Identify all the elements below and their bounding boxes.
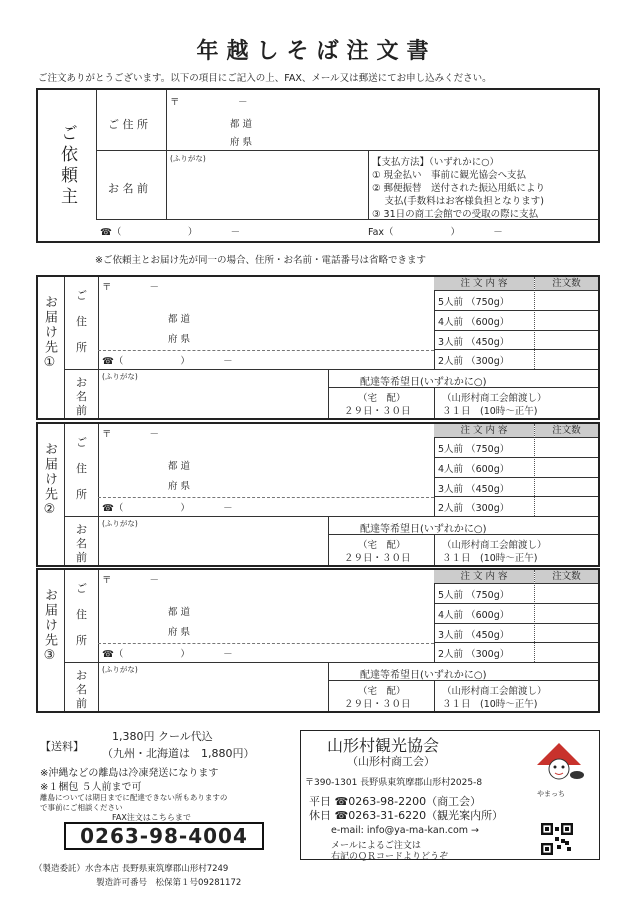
name-char: お bbox=[76, 523, 87, 536]
order-item: 2人前 （300g） bbox=[438, 356, 510, 368]
postal-dash: － bbox=[238, 97, 248, 108]
shipping-line5: 離島については期日までに配達できない所もありますの bbox=[40, 793, 228, 802]
postal-field[interactable]: 〒 － bbox=[102, 282, 160, 293]
qty-header: 注文数 bbox=[552, 278, 581, 289]
date-option-home-days[interactable]: ２９日・３０日 bbox=[344, 699, 411, 710]
name-char: 前 bbox=[76, 551, 87, 564]
delivery-block-3 bbox=[36, 568, 600, 713]
date-option-pickup-day[interactable]: ３１日 (10時～正午) bbox=[442, 699, 538, 710]
postal-field[interactable]: 〒 － bbox=[102, 429, 160, 440]
date-title: 配達等希望日(いずれかに○) bbox=[360, 524, 487, 535]
qty-input[interactable] bbox=[535, 496, 598, 515]
email-note-2: 右記のＱＲコードよりどうぞ bbox=[331, 852, 449, 862]
tel-field[interactable]: ☎（ ） － bbox=[100, 227, 241, 238]
order-item: 4人前 （600g） bbox=[438, 463, 510, 475]
date-option-home[interactable]: （宅 配） bbox=[358, 540, 406, 551]
order-item: 2人前 （300g） bbox=[438, 503, 510, 515]
address-char: 住 bbox=[76, 315, 87, 328]
fax-field[interactable]: Fax（ ） － bbox=[368, 227, 503, 238]
shipping-line1: 1,380円 クール代込 bbox=[112, 730, 213, 743]
maker-line1: （製造委託）水舎本店 長野県東筑摩郡山形村7249 bbox=[34, 864, 229, 874]
qty-input[interactable] bbox=[535, 603, 598, 622]
payment-title: 【支払方法】（いずれかに○） bbox=[372, 157, 500, 168]
order-header: 注 文 内 容 bbox=[460, 571, 508, 582]
shipping-line6: で事前にご相談ください bbox=[40, 803, 123, 812]
fax-note: FAX注文はこちらまで bbox=[112, 813, 191, 822]
email-line[interactable]: e-mail: info@ya-ma-kan.com → bbox=[331, 825, 480, 836]
date-option-pickup[interactable]: （山形村商工会館渡し） bbox=[442, 540, 547, 551]
fax-number: 0263-98-4004 bbox=[64, 822, 264, 850]
furigana-label: (ふりがな) bbox=[102, 519, 138, 528]
address-field[interactable]: 都 道 bbox=[168, 461, 191, 472]
order-header: 注 文 内 容 bbox=[460, 425, 508, 436]
qty-input[interactable] bbox=[535, 330, 598, 349]
delivery-heading: お届け先① bbox=[42, 295, 57, 372]
address-field-2[interactable]: 府 県 bbox=[168, 627, 191, 638]
address-field-2[interactable]: 府 県 bbox=[168, 481, 191, 492]
name-char: 前 bbox=[76, 697, 87, 710]
address-field[interactable]: 都 道 bbox=[168, 314, 191, 325]
qty-input[interactable] bbox=[535, 477, 598, 496]
qty-input[interactable] bbox=[535, 310, 598, 329]
address-char: 所 bbox=[76, 341, 87, 354]
association-sub: （山形村商工会） bbox=[347, 755, 435, 768]
order-item: 4人前 （600g） bbox=[438, 609, 510, 621]
qty-input[interactable] bbox=[535, 349, 598, 368]
shipping-line2: （九州・北海道は 1,880円） bbox=[102, 747, 255, 760]
address-char: 所 bbox=[76, 634, 87, 647]
address-field-2[interactable]: 府 県 bbox=[168, 334, 191, 345]
address-char: ご bbox=[76, 289, 87, 302]
delivery-block-1 bbox=[36, 275, 600, 420]
delivery-heading: お届け先③ bbox=[42, 588, 57, 665]
date-option-pickup[interactable]: （山形村商工会館渡し） bbox=[442, 393, 547, 404]
requester-block bbox=[36, 88, 600, 243]
date-option-home[interactable]: （宅 配） bbox=[358, 686, 406, 697]
payment-option-2[interactable]: ② 郵便振替 送付された振込用紙により bbox=[372, 183, 546, 194]
address-label: ご 住 所 bbox=[108, 118, 148, 131]
association-address: 〒390-1301 長野県東筑摩郡山形村2025-8 bbox=[305, 778, 483, 788]
date-title: 配達等希望日(いずれかに○) bbox=[360, 377, 487, 388]
address-char: ご bbox=[76, 436, 87, 449]
order-item: 5人前 （750g） bbox=[438, 297, 510, 308]
date-option-home[interactable]: （宅 配） bbox=[358, 393, 406, 404]
name-char: 前 bbox=[76, 404, 87, 417]
tel-field[interactable]: ☎（ ） － bbox=[102, 503, 233, 514]
address-char: ご bbox=[76, 582, 87, 595]
intro-text: ご注文ありがとうございます。以下の項目にご記入の上、FAX、メール又は郵送にてお申し込みください。 bbox=[38, 73, 492, 84]
address-field[interactable]: 都 道 bbox=[230, 119, 253, 130]
payment-option-3[interactable]: ③ 31日の商工会館での受取の際に支払 bbox=[372, 209, 539, 220]
delivery-heading: お届け先② bbox=[42, 442, 57, 519]
omit-note: ※ご依頼主とお届け先が同一の場合、住所・お名前・電話番号は省略できます bbox=[95, 255, 426, 266]
order-item: 4人前 （600g） bbox=[438, 316, 510, 328]
furigana-label: (ふりがな) bbox=[170, 154, 206, 163]
requester-heading: ご依頼主 bbox=[57, 124, 77, 208]
order-item: 2人前 （300g） bbox=[438, 649, 510, 661]
payment-option-2-note: 支払(手数料はお客様負担となります) bbox=[372, 196, 544, 207]
order-item: 5人前 （750g） bbox=[438, 590, 510, 601]
order-item: 3人前 （450g） bbox=[438, 629, 510, 641]
date-title: 配達等希望日(いずれかに○) bbox=[360, 670, 487, 681]
tel-field[interactable]: ☎（ ） － bbox=[102, 649, 233, 660]
date-option-pickup-day[interactable]: ３１日 (10時～正午) bbox=[442, 553, 538, 564]
maker-line2: 製造許可番号 松保第１号09281172 bbox=[96, 878, 242, 888]
tel-field[interactable]: ☎（ ） － bbox=[102, 356, 233, 367]
name-char: 名 bbox=[76, 390, 87, 403]
furigana-label: (ふりがな) bbox=[102, 372, 138, 381]
date-option-home-days[interactable]: ２９日・３０日 bbox=[344, 406, 411, 417]
qty-header: 注文数 bbox=[552, 571, 581, 582]
order-item: 5人前 （750g） bbox=[438, 444, 510, 455]
order-item: 3人前 （450g） bbox=[438, 483, 510, 495]
postal-field[interactable]: 〒 － bbox=[102, 575, 160, 586]
shipping-line3: ※沖縄などの離島は冷凍発送になります bbox=[40, 768, 219, 779]
qty-input[interactable] bbox=[535, 642, 598, 661]
date-option-home-days[interactable]: ２９日・３０日 bbox=[344, 553, 411, 564]
association-name: 山形村観光協会 bbox=[327, 736, 440, 755]
qr-code-icon[interactable] bbox=[541, 823, 573, 855]
postal-mark: 〒 bbox=[170, 97, 180, 108]
qty-input[interactable] bbox=[535, 457, 598, 476]
qty-input[interactable] bbox=[535, 290, 598, 309]
name-char: 名 bbox=[76, 683, 87, 696]
mascot-icon bbox=[529, 737, 589, 787]
order-header: 注 文 内 容 bbox=[460, 278, 508, 289]
shipping-line4: ※１梱包 ５人前まで可 bbox=[40, 782, 142, 793]
address-char: 住 bbox=[76, 608, 87, 621]
page-title: 年越しそば注文書 bbox=[196, 39, 437, 64]
mascot-name: やまっち bbox=[537, 790, 565, 798]
qty-input[interactable] bbox=[535, 583, 598, 602]
address-char: 住 bbox=[76, 462, 87, 475]
weekday-phone: 平日 ☎0263-98-2200（商工会） bbox=[309, 795, 482, 808]
date-option-pickup[interactable]: （山形村商工会館渡し） bbox=[442, 686, 547, 697]
holiday-phone: 休日 ☎0263-31-6220（観光案内所） bbox=[309, 809, 504, 822]
delivery-block-2 bbox=[36, 422, 600, 567]
qty-input[interactable] bbox=[535, 623, 598, 642]
association-box bbox=[300, 730, 600, 860]
qty-input[interactable] bbox=[535, 437, 598, 456]
order-item: 3人前 （450g） bbox=[438, 336, 510, 348]
name-label: お 名 前 bbox=[108, 182, 148, 195]
date-option-pickup-day[interactable]: ３１日 (10時～正午) bbox=[442, 406, 538, 417]
payment-option-1[interactable]: ① 現金払い 事前に観光協会へ支払 bbox=[372, 170, 527, 181]
name-char: お bbox=[76, 669, 87, 682]
name-char: 名 bbox=[76, 537, 87, 550]
address-field-2[interactable]: 府 県 bbox=[230, 137, 253, 148]
address-char: 所 bbox=[76, 488, 87, 501]
qty-header: 注文数 bbox=[552, 425, 581, 436]
email-note-1: メールによるご注文は bbox=[331, 841, 421, 851]
name-char: お bbox=[76, 376, 87, 389]
furigana-label: (ふりがな) bbox=[102, 665, 138, 674]
shipping-label: 【送料】 bbox=[40, 740, 84, 753]
address-field[interactable]: 都 道 bbox=[168, 607, 191, 618]
